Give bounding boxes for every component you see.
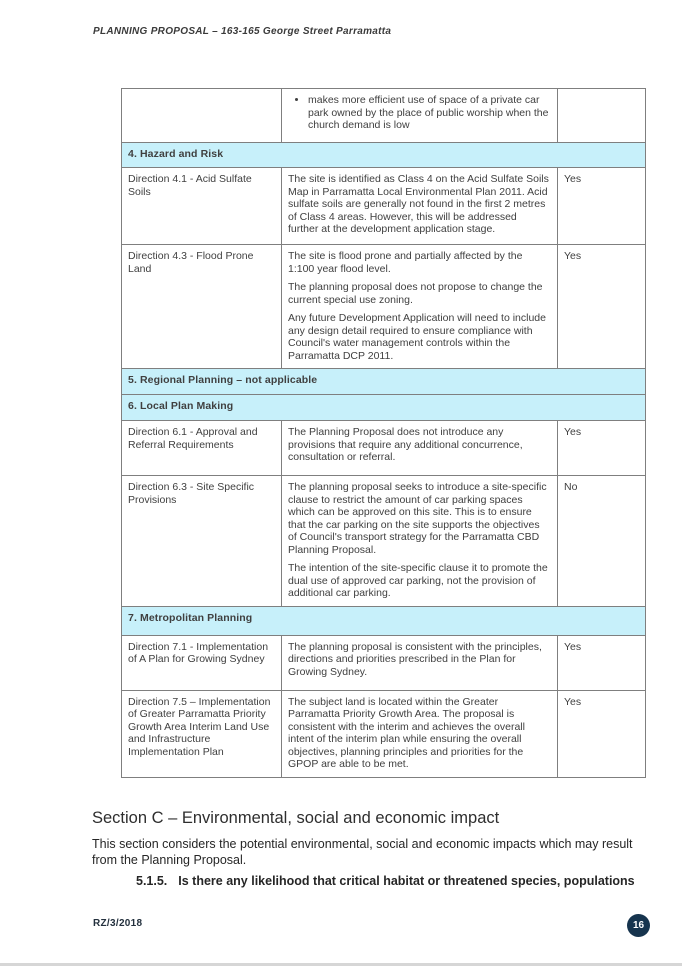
table-row (122, 369, 646, 395)
table-row (122, 476, 646, 607)
footer-reference: RZ/3/2018 (93, 918, 143, 929)
section-header-cell: 7. Metropolitan Planning (122, 606, 646, 635)
comment-cell (282, 245, 558, 369)
bullet-item: • makes more efficient use of space of a private car park owned by the place of public worship when the church demand is low (308, 94, 549, 132)
direction-cell (122, 89, 282, 143)
comment-paragraph: The planning proposal does not propose to change the current special use zoning. (288, 281, 543, 306)
consistency-cell: Yes (558, 421, 646, 476)
comment-paragraph: The subject land is located within the Greater Parramatta Priority Growth Area. The proposal is consistent with the interim and achieves the overall intent of the interim plan while ensuring the overall objectives, planning principles and priorities for the GPOP are able to be met. (288, 695, 525, 770)
sub-question-number: 5.1.5. (136, 874, 168, 888)
consistency-cell (558, 89, 646, 143)
bullet-list (288, 94, 549, 132)
comment-paragraph: The Planning Proposal does not introduce any provisions that require any additional concurrence, consultation or referral. (288, 426, 523, 463)
comment-cell (282, 635, 558, 690)
table-row (122, 690, 646, 777)
table-row (122, 421, 646, 476)
comment-paragraph: The site is identified as Class 4 on the Acid Sulfate Soils Map in Parramatta Local Environmental Plan 2011. Acid sulfate soils are generally not found in the first 2 metres of Class 4 areas. However, this will be addressed further at the development application stage. (288, 173, 549, 235)
assessment-table-body (122, 89, 646, 778)
comment-paragraph: The site is flood prone and partially affected by the 1:100 year flood level. (288, 250, 523, 275)
direction-cell: Direction 7.5 – Implementation of Greater Parramatta Priority Growth Area Interim Land Use and Infrastructure Implementation Plan (122, 690, 282, 777)
page-number-badge: 16 (627, 914, 650, 937)
document-header: PLANNING PROPOSAL – 163-165 George Street Parramatta (93, 26, 392, 37)
section-header-cell: 6. Local Plan Making (122, 395, 646, 421)
direction-cell: Direction 7.1 - Implementation of A Plan for Growing Sydney (122, 635, 282, 690)
section-c-heading: Section C – Environmental, social and economic impact (92, 809, 500, 827)
assessment-table (121, 88, 646, 778)
comment-cell (282, 89, 558, 143)
table-row (122, 143, 646, 168)
section-header-cell: 4. Hazard and Risk (122, 143, 646, 168)
direction-cell: Direction 6.1 - Approval and Referral Requirements (122, 421, 282, 476)
consistency-cell: Yes (558, 690, 646, 777)
consistency-cell: Yes (558, 635, 646, 690)
sub-question-text: Is there any likelihood that critical habitat or threatened species, populations (178, 874, 635, 888)
comment-paragraph: Any future Development Application will need to include any design detail required to ensure compliance with Council's water management controls within the Parramatta DCP 2011. (288, 312, 546, 362)
table-row (122, 89, 646, 143)
comment-paragraph: The planning proposal seeks to introduce a site-specific clause to restrict the amount of car parking spaces which can be approved on this site. This is to ensure that the car parking on the site supports the objectives of Council's transport strategy for the Parramatta CBD Planning Proposal. (288, 481, 547, 556)
comment-cell (282, 421, 558, 476)
direction-cell: Direction 4.3 - Flood Prone Land (122, 245, 282, 369)
consistency-cell: No (558, 476, 646, 607)
table-row (122, 606, 646, 635)
comment-paragraph: The intention of the site-specific clause it to promote the dual use of approved car parking, not the provision of additional car parking. (288, 562, 548, 599)
consistency-cell: Yes (558, 245, 646, 369)
direction-cell: Direction 6.3 - Site Specific Provisions (122, 476, 282, 607)
section-header-cell: 5. Regional Planning – not applicable (122, 369, 646, 395)
table-row (122, 168, 646, 245)
comment-cell (282, 690, 558, 777)
section-c-intro-paragraph: This section considers the potential environmental, social and economic impacts which may result from the Planning Proposal. (92, 837, 633, 867)
comment-cell (282, 476, 558, 607)
comment-paragraph: The planning proposal is consistent with the principles, directions and priorities prescribed in the Plan for Growing Sydney. (288, 640, 542, 678)
table-row (122, 245, 646, 369)
table-row (122, 395, 646, 421)
consistency-cell: Yes (558, 168, 646, 245)
sub-question-heading (136, 874, 656, 888)
table-row (122, 635, 646, 690)
direction-cell: Direction 4.1 - Acid Sulfate Soils (122, 168, 282, 245)
comment-cell (282, 168, 558, 245)
